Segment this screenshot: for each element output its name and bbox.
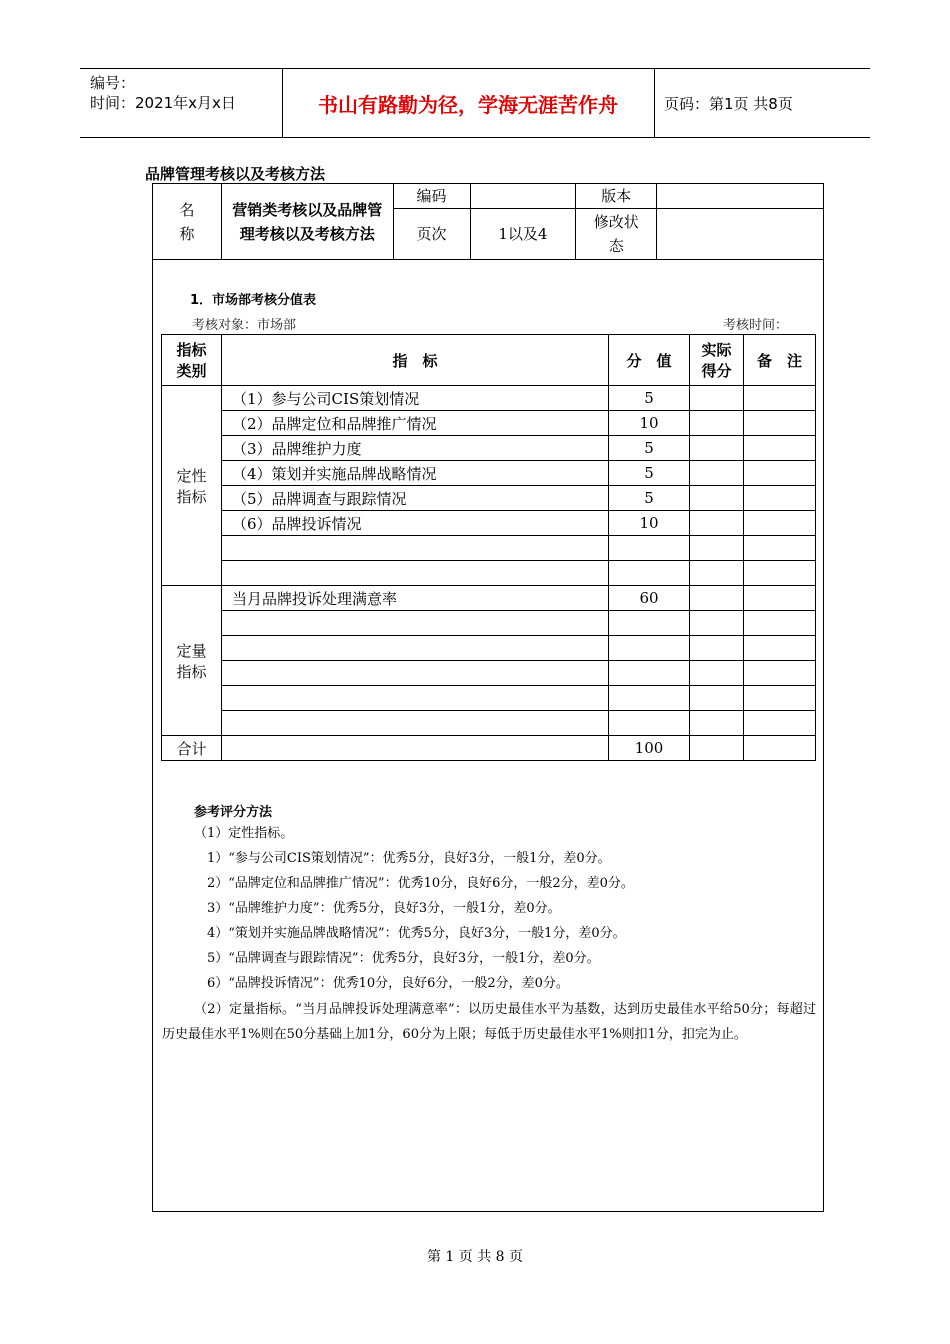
page-count-value: 1以及4: [470, 209, 576, 260]
time-label: 时间：2021年x月x日: [90, 94, 236, 112]
table-row: [162, 486, 816, 511]
page-header: [80, 68, 870, 138]
indicator-cell: （5）品牌调查与跟踪情况: [222, 486, 609, 511]
score-cell: 10: [609, 511, 690, 536]
note-cell: [744, 436, 816, 461]
actual-cell: [690, 411, 744, 436]
actual-cell: [690, 486, 744, 511]
code-label: 编码: [393, 184, 470, 209]
table-row: [162, 536, 816, 561]
score-cell: 5: [609, 486, 690, 511]
actual-cell: [690, 586, 744, 611]
score-table: [161, 334, 816, 761]
actual-cell: [690, 511, 744, 536]
revision-label: 修改状态: [576, 209, 657, 260]
category-qualitative: 定性指标: [162, 386, 222, 586]
actual-cell: [690, 636, 744, 661]
note-cell: [744, 486, 816, 511]
indicator-cell: （1）参与公司CIS策划情况: [222, 386, 609, 411]
category-quantitative: 定量指标: [162, 586, 222, 736]
reference-item: 6）“品牌投诉情况”：优秀10分，良好6分，一般2分，差0分。: [207, 976, 569, 991]
indicator-cell: [222, 636, 609, 661]
indicator-cell: [222, 686, 609, 711]
note-cell: [744, 461, 816, 486]
header-category: 指标类别: [162, 335, 222, 386]
actual-cell: [690, 661, 744, 686]
indicator-cell: （6）品牌投诉情况: [222, 511, 609, 536]
actual-cell: [690, 461, 744, 486]
score-cell: [609, 686, 690, 711]
score-cell: [609, 711, 690, 736]
score-cell: [609, 611, 690, 636]
section-title: 1．市场部考核分值表: [190, 293, 317, 308]
reference-item: 1）“参与公司CIS策划情况”：优秀5分，良好3分，一般1分，差0分。: [207, 851, 611, 866]
indicator-cell: 当月品牌投诉处理满意率: [222, 586, 609, 611]
note-cell: [744, 561, 816, 586]
actual-cell: [690, 686, 744, 711]
note-cell: [744, 411, 816, 436]
meta-table: [152, 183, 824, 260]
page-footer: 第 1 页 共 8 页: [426, 1249, 524, 1265]
score-cell: [609, 561, 690, 586]
note-cell: [744, 511, 816, 536]
header-actual: 实际得分: [690, 335, 744, 386]
reference-item: 5）“品牌调查与跟踪情况”：优秀5分，良好3分，一般1分，差0分。: [207, 951, 600, 966]
table-row: [162, 636, 816, 661]
indicator-cell: [222, 611, 609, 636]
score-cell: [609, 661, 690, 686]
quantitative-paragraph: （2）定量指标。“当月品牌投诉处理满意率”：以历史最佳水平为基数，达到历史最佳水平给50分；每超过历史最佳水平1%则在50分基础上加1分，60分为上限；每低于历史最佳水平1%则扣1分，扣完为止。: [162, 1002, 816, 1042]
name-value: 营销类考核以及品牌管理考核以及考核方法: [221, 184, 393, 260]
assessment-target: 考核对象：市场部: [192, 318, 297, 333]
table-row: [162, 411, 816, 436]
indicator-cell: （2）品牌定位和品牌推广情况: [222, 411, 609, 436]
note-cell: [744, 636, 816, 661]
code-value: [470, 184, 576, 209]
header-note: 备 注: [744, 335, 816, 386]
table-row: [162, 561, 816, 586]
assessment-time: 考核时间：: [723, 318, 789, 333]
indicator-cell: （3）品牌维护力度: [222, 436, 609, 461]
actual-cell: [690, 736, 744, 761]
actual-cell: [690, 386, 744, 411]
score-cell: [609, 536, 690, 561]
version-value: [657, 184, 824, 209]
note-cell: [744, 736, 816, 761]
score-table-header: [162, 335, 816, 386]
actual-cell: [690, 611, 744, 636]
table-row: [162, 511, 816, 536]
note-cell: [744, 711, 816, 736]
indicator-cell: [222, 661, 609, 686]
reference-item: 3）“品牌维护力度”：优秀5分，良好3分，一般1分，差0分。: [207, 901, 561, 916]
header-score: 分 值: [609, 335, 690, 386]
note-cell: [744, 536, 816, 561]
indicator-cell: [222, 736, 609, 761]
table-row: [162, 436, 816, 461]
total-row: [162, 736, 816, 761]
note-cell: [744, 661, 816, 686]
number-label: 编号：: [90, 74, 136, 92]
actual-cell: [690, 711, 744, 736]
actual-cell: [690, 536, 744, 561]
reference-item: 4）“策划并实施品牌战略情况”：优秀5分，良好3分，一般1分，差0分。: [207, 926, 626, 941]
header-page-label: 页码：第1页 共8页: [664, 95, 793, 113]
note-cell: [744, 586, 816, 611]
score-cell: 5: [609, 386, 690, 411]
table-row: [162, 711, 816, 736]
header-divider: [654, 69, 655, 137]
page-count-label: 页次: [393, 209, 470, 260]
indicator-cell: [222, 536, 609, 561]
version-label: 版本: [576, 184, 657, 209]
reference-item: 2）“品牌定位和品牌推广情况”：优秀10分，良好6分，一般2分，差0分。: [207, 876, 634, 891]
score-cell: 60: [609, 586, 690, 611]
score-cell: 5: [609, 461, 690, 486]
header-motto: 书山有路勤为径，学海无涯苦作舟: [318, 92, 618, 117]
indicator-cell: [222, 561, 609, 586]
table-row: [162, 461, 816, 486]
name-label: 名 称: [153, 184, 222, 260]
indicator-cell: [222, 711, 609, 736]
table-row: [162, 386, 816, 411]
score-cell: 10: [609, 411, 690, 436]
indicator-cell: （4）策划并实施品牌战略情况: [222, 461, 609, 486]
document-title: 品牌管理考核以及考核方法: [145, 165, 326, 183]
actual-cell: [690, 436, 744, 461]
table-row: [162, 661, 816, 686]
table-row: [162, 586, 816, 611]
score-cell: 5: [609, 436, 690, 461]
score-cell: [609, 636, 690, 661]
actual-cell: [690, 561, 744, 586]
total-label: 合计: [162, 736, 222, 761]
header-indicator: 指 标: [222, 335, 609, 386]
note-cell: [744, 386, 816, 411]
qualitative-heading: （1）定性指标。: [194, 826, 294, 841]
table-row: [162, 611, 816, 636]
reference-title: 参考评分方法: [194, 805, 273, 820]
note-cell: [744, 611, 816, 636]
header-left: [90, 73, 236, 113]
total-score: 100: [609, 736, 690, 761]
table-row: [162, 686, 816, 711]
revision-value: [657, 209, 824, 260]
note-cell: [744, 686, 816, 711]
